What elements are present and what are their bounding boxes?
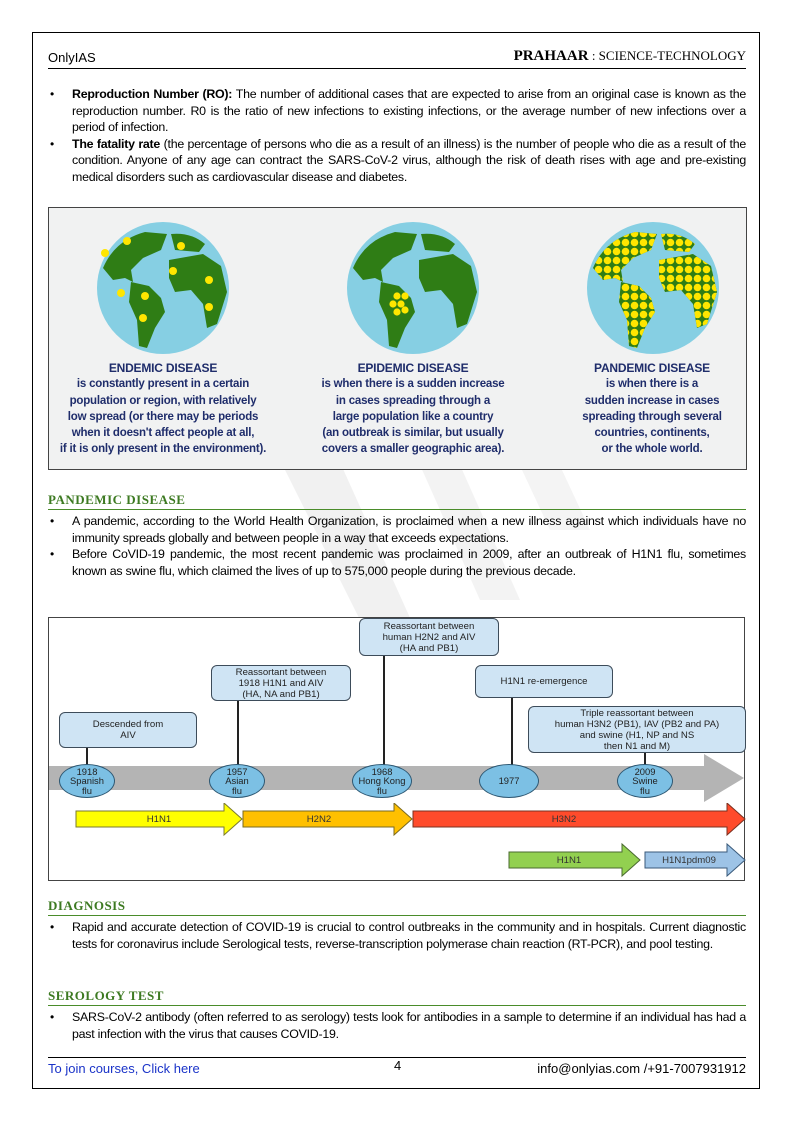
event-name: Hong Kong bbox=[358, 775, 406, 787]
list-item: • Before CoVID-19 pandemic, the most recent pandemic was proclaimed in 2009, after an outbreak of H1N1 flu, sometimes known as swine flu, which claimed the lives of up to 575,000 people during the previous decade. bbox=[48, 546, 746, 579]
event-name: Spanish bbox=[70, 775, 104, 787]
arrow-label: H3N2 bbox=[551, 814, 577, 825]
note-line: Reassortant between bbox=[383, 620, 475, 632]
event-year: 1918 bbox=[76, 765, 98, 777]
pandemic-globe-icon bbox=[585, 220, 721, 356]
note-line: human H2N2 and AIV bbox=[382, 631, 476, 643]
page-number: 4 bbox=[394, 1058, 402, 1073]
term-label: The fatality rate bbox=[72, 136, 161, 151]
timeline-note-1977 bbox=[475, 665, 613, 698]
intro-text bbox=[48, 86, 746, 185]
panel-title: ENDEMIC DISEASE bbox=[108, 361, 218, 375]
page-header bbox=[48, 48, 746, 69]
endemic-globe-icon bbox=[95, 220, 231, 356]
document-subtitle: : SCIENCE-TECHNOLOGY bbox=[588, 48, 746, 63]
pandemic-caption bbox=[532, 360, 772, 458]
endemic-caption bbox=[43, 360, 283, 458]
event-year: 1957 bbox=[226, 765, 248, 777]
section-heading-serology: SEROLOGY TEST bbox=[48, 988, 746, 1006]
event-name: Asian bbox=[225, 775, 249, 787]
list-item: • SARS-CoV-2 antibody (often referred to as serology) tests look for antibodies in a sample to determine if an individual has had a past infection with the virus that causes COVID-19. bbox=[48, 1009, 746, 1042]
panel-title: PANDEMIC DISEASE bbox=[594, 361, 710, 375]
timeline-note-2009 bbox=[528, 706, 746, 753]
event-year: 2009 bbox=[634, 765, 656, 777]
panel-line: population or region, with relatively bbox=[69, 394, 257, 407]
note-line: (HA, NA and PB1) bbox=[242, 688, 320, 700]
note-line: Descended from bbox=[92, 719, 164, 730]
panel-line: is constantly present in a certain bbox=[76, 378, 250, 391]
timeline-note-1968 bbox=[359, 618, 499, 656]
arrow-label: H1N1 bbox=[556, 855, 582, 866]
event-1918 bbox=[59, 764, 115, 798]
list-item bbox=[48, 86, 746, 136]
event-name: Swine bbox=[632, 775, 658, 787]
panel-line: when it doesn't affect people at all, bbox=[71, 427, 255, 440]
note-line: Triple reassortant between bbox=[580, 707, 694, 719]
note-line: then N1 and M) bbox=[603, 740, 671, 752]
disease-types-figure bbox=[48, 207, 747, 470]
arrow-label: H1N1 bbox=[146, 814, 172, 825]
section-heading-diagnosis: DIAGNOSIS bbox=[48, 898, 746, 916]
document-title-bold: PRAHAAR bbox=[513, 48, 589, 64]
term-label: Reproduction Number (RO): bbox=[72, 87, 233, 101]
epidemic-caption bbox=[293, 360, 533, 458]
connector-line bbox=[383, 656, 385, 768]
term-definition: The number of additional cases that are expected to arise from an original case is known as the reproduction number. R0 is the ratio of new infections to existing infections, or the average number of new infections over a period of infection. bbox=[72, 87, 746, 134]
epidemic-globe-icon bbox=[345, 220, 481, 356]
influenza-timeline-figure bbox=[48, 617, 745, 881]
event-year: 1968 bbox=[371, 765, 393, 777]
connector-line bbox=[511, 698, 513, 768]
note-line: H1N1 re-emergence bbox=[500, 676, 588, 687]
event-year: 1977 bbox=[498, 775, 520, 787]
page-footer bbox=[48, 1057, 746, 1080]
panel-line: is when there is a sudden increase bbox=[321, 378, 505, 391]
pandemic-text bbox=[48, 513, 746, 579]
panel-line: is when there is a bbox=[605, 378, 699, 391]
term-definition: (the percentage of persons who die as a result of an illness) is the number of people who die as a result of the condition. Anyone of any age can contract the SARS-CoV-2 virus, although the risk of death rises with age and pre-existing medical disorders such as cardiovascular disease and diabetes. bbox=[72, 136, 746, 184]
panel-line: sudden increase in cases bbox=[584, 394, 720, 407]
event-name: flu bbox=[82, 784, 92, 796]
arrow-label: H2N2 bbox=[306, 814, 332, 825]
serology-text bbox=[48, 1009, 746, 1042]
timeline-note-1918 bbox=[59, 712, 197, 748]
join-courses-link[interactable]: To join courses, Click here bbox=[48, 1061, 200, 1076]
list-item: • Rapid and accurate detection of COVID-19 is crucial to control outbreaks in the community and in hospitals. Current diagnostic tests for coronavirus include Serological tests, reverse-transcription polymerase chain reaction (RT-PCR), and pool testing. bbox=[48, 919, 746, 952]
note-line: 1918 H1N1 and AIV bbox=[238, 677, 324, 689]
panel-line: if it is only present in the environment). bbox=[59, 443, 267, 456]
event-name: flu bbox=[377, 784, 387, 796]
note-line: and swine (H1, NP and NS bbox=[579, 729, 695, 741]
event-2009 bbox=[617, 764, 673, 798]
panel-line: spreading through several bbox=[582, 410, 722, 423]
event-1977 bbox=[479, 764, 539, 798]
document-title bbox=[514, 48, 746, 65]
event-1957 bbox=[209, 764, 265, 798]
panel-line: covers a smaller geographic area). bbox=[321, 443, 505, 456]
panel-line: countries, continents, bbox=[594, 427, 710, 440]
panel-line: (an outbreak is similar, but usually bbox=[322, 427, 504, 440]
event-name: flu bbox=[232, 784, 242, 796]
panel-line: low spread (or there may be periods bbox=[67, 410, 259, 423]
connector-line bbox=[237, 701, 239, 768]
brand-name: OnlyIAS bbox=[48, 50, 96, 65]
note-line: human H3N2 (PB1), IAV (PB2 and PA) bbox=[554, 718, 720, 730]
diagnosis-text bbox=[48, 919, 746, 952]
note-line: Reassortant between bbox=[235, 666, 327, 678]
panel-line: in cases spreading through a bbox=[335, 394, 491, 407]
section-heading-pandemic: PANDEMIC DISEASE bbox=[48, 492, 746, 510]
timeline-note-1957 bbox=[211, 665, 351, 701]
list-item: • A pandemic, according to the World Health Organization, is proclaimed when a new illness against which individuals have no immunity spreads globally and between people in a way that exceeds expectations. bbox=[48, 513, 746, 546]
list-item bbox=[48, 136, 746, 186]
event-name: flu bbox=[640, 784, 650, 796]
contact-info: info@onlyias.com /+91-7007931912 bbox=[537, 1061, 746, 1076]
note-line: AIV bbox=[120, 730, 136, 741]
event-1968 bbox=[352, 764, 412, 798]
note-line: (HA and PB1) bbox=[399, 642, 459, 654]
panel-line: or the whole world. bbox=[601, 443, 703, 456]
panel-line: large population like a country bbox=[332, 410, 494, 423]
arrow-label: H1N1pdm09 bbox=[662, 855, 716, 866]
panel-title: EPIDEMIC DISEASE bbox=[357, 361, 469, 375]
